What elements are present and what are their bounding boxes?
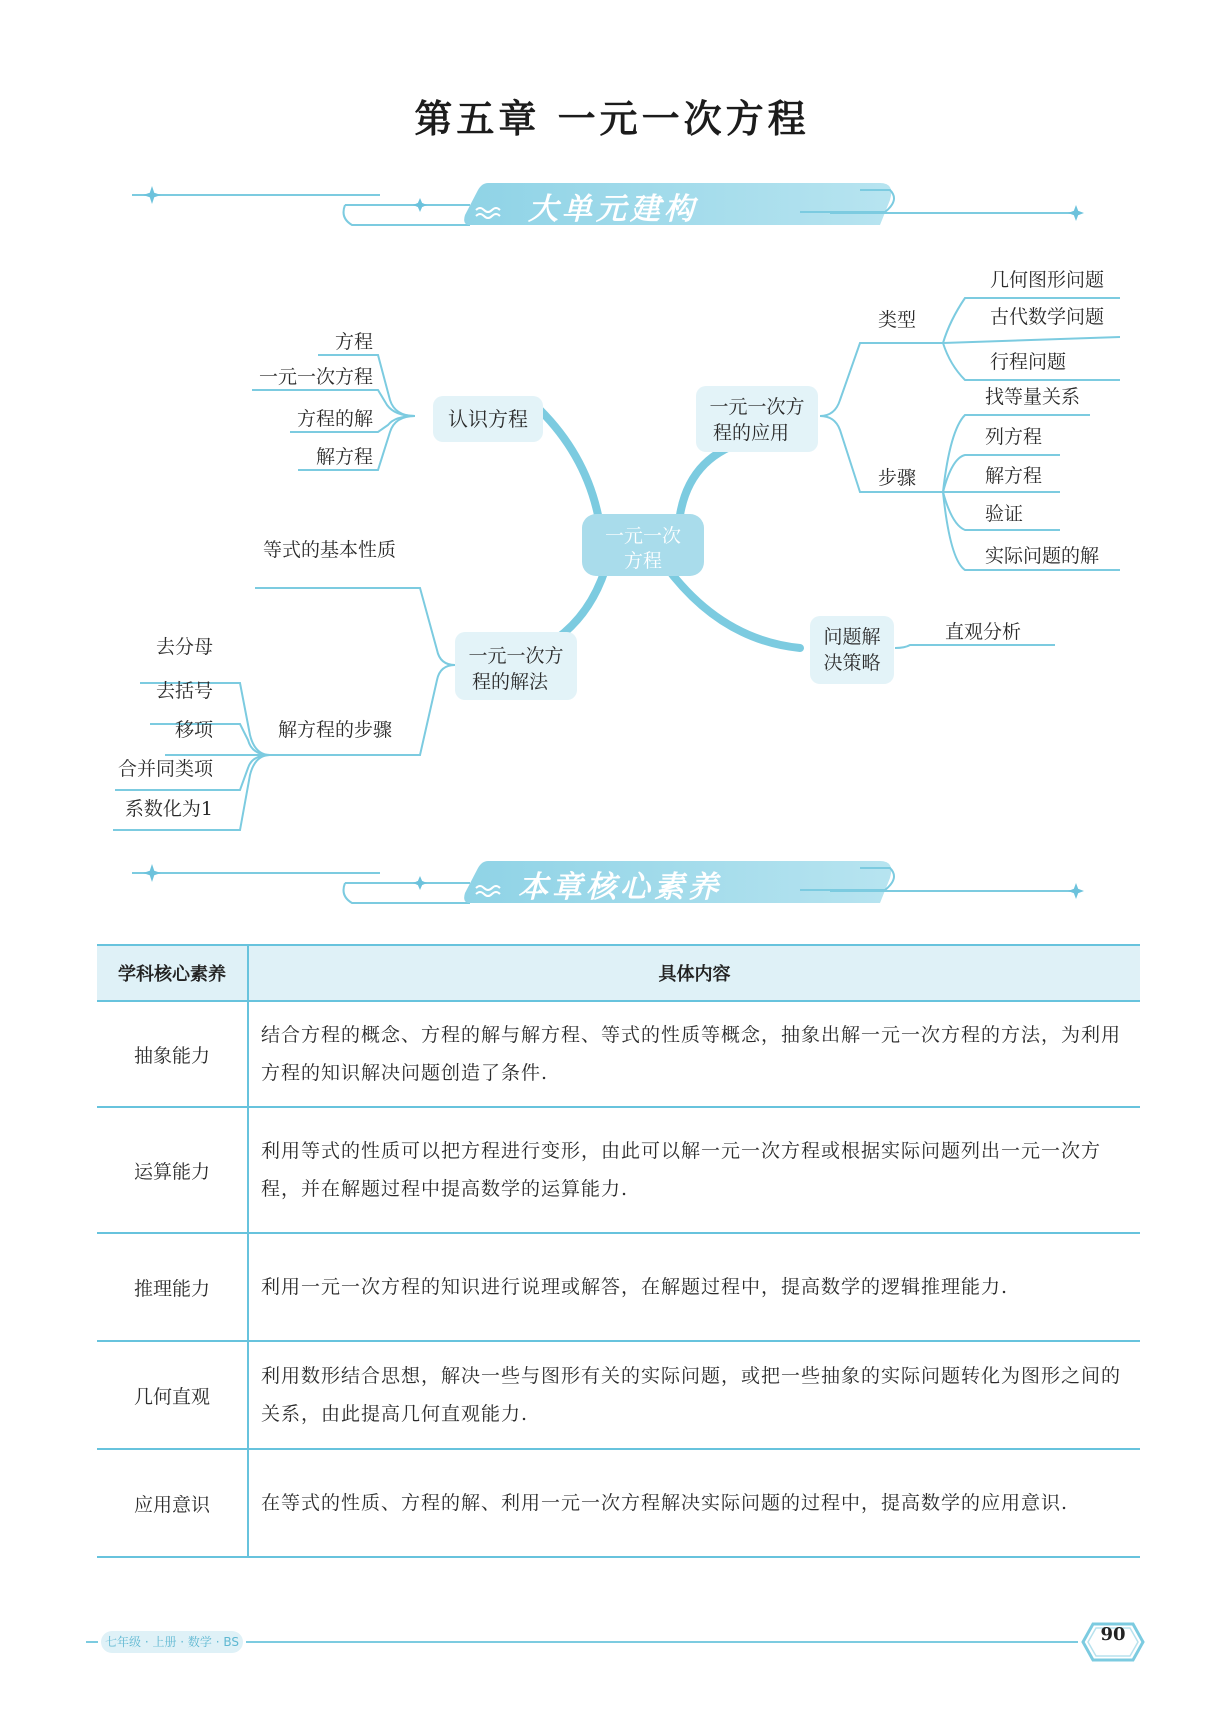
type-item: 古代数学问题 bbox=[990, 306, 1105, 328]
chapter-title: 第五章 一元一次方程 bbox=[414, 97, 810, 141]
solve-step-item: 去括号 bbox=[155, 680, 213, 702]
table-header-row bbox=[97, 945, 1140, 1001]
competency-name: 推理能力 bbox=[97, 1233, 248, 1341]
type-item: 行程问题 bbox=[990, 351, 1067, 373]
steps-label: 步骤 bbox=[877, 467, 917, 489]
application-label-1: 一元一次方 bbox=[709, 396, 805, 418]
table-row bbox=[97, 1001, 1140, 1107]
recognize-item: 方程的解 bbox=[296, 408, 373, 430]
strategy-label-1: 问题解 bbox=[823, 626, 881, 648]
table-header-name: 学科核心素养 bbox=[97, 945, 248, 1001]
recognize-item: 一元一次方程 bbox=[258, 366, 373, 388]
application-label-2: 程的应用 bbox=[712, 422, 790, 444]
solve-step-item: 合并同类项 bbox=[117, 758, 213, 780]
section2-title: 本章核心素养 bbox=[518, 870, 722, 905]
table-row bbox=[97, 1107, 1140, 1233]
solve-step-item: 系数化为1 bbox=[124, 798, 213, 820]
section1-title: 大单元建构 bbox=[528, 192, 698, 227]
property-item: 等式的基本性质 bbox=[263, 539, 397, 561]
types-label: 类型 bbox=[877, 309, 917, 331]
solve-step-item: 移项 bbox=[174, 719, 213, 741]
solving-label-2: 程的解法 bbox=[471, 671, 549, 693]
competency-content: 在等式的性质、方程的解、利用一元一次方程解决实际问题的过程中，提高数学的应用意识. bbox=[248, 1449, 1140, 1557]
solve-step-item: 去分母 bbox=[155, 636, 213, 658]
competency-content: 利用一元一次方程的知识进行说理或解答，在解题过程中，提高数学的逻辑推理能力. bbox=[248, 1233, 1140, 1341]
table-row bbox=[97, 1233, 1140, 1341]
solving-label-1: 一元一次方 bbox=[468, 645, 564, 667]
step-item: 验证 bbox=[985, 503, 1024, 525]
recognize-item: 方程 bbox=[334, 331, 373, 353]
table-header-content: 具体内容 bbox=[248, 945, 1140, 1001]
recognize-label: 认识方程 bbox=[448, 407, 528, 431]
competency-name: 运算能力 bbox=[97, 1107, 248, 1233]
competency-name: 应用意识 bbox=[97, 1449, 248, 1557]
step-item: 解方程 bbox=[985, 465, 1043, 487]
core-competency-table bbox=[97, 944, 1140, 1558]
type-item: 几何图形问题 bbox=[990, 269, 1105, 291]
strategy-label-2: 决策略 bbox=[823, 652, 881, 674]
center-label-1: 一元一次 bbox=[604, 525, 682, 547]
competency-name: 抽象能力 bbox=[97, 1001, 248, 1107]
page-number: 90 bbox=[1100, 1624, 1126, 1645]
recognize-item: 解方程 bbox=[315, 446, 373, 468]
center-label-2: 方程 bbox=[623, 550, 663, 572]
footer-label: 七年级 · 上册 · 数学 · BS bbox=[101, 1631, 243, 1653]
table-row bbox=[97, 1449, 1140, 1557]
competency-content: 利用等式的性质可以把方程进行变形，由此可以解一元一次方程或根据实际问题列出一元一次方程，并在解题过程中提高数学的运算能力. bbox=[248, 1107, 1140, 1233]
step-item: 找等量关系 bbox=[985, 386, 1081, 408]
competency-content: 结合方程的概念、方程的解与解方程、等式的性质等概念，抽象出解一元一次方程的方法，为利用方程的知识解决问题创造了条件. bbox=[248, 1001, 1140, 1107]
step-item: 列方程 bbox=[985, 426, 1043, 448]
table-row bbox=[97, 1341, 1140, 1449]
solve-steps-label: 解方程的步骤 bbox=[278, 719, 393, 741]
competency-name: 几何直观 bbox=[97, 1341, 248, 1449]
step-item: 实际问题的解 bbox=[985, 545, 1100, 567]
competency-content: 利用数形结合思想，解决一些与图形有关的实际问题，或把一些抽象的实际问题转化为图形之间的关系，由此提高几何直观能力. bbox=[248, 1341, 1140, 1449]
strategy-item: 直观分析 bbox=[945, 621, 1022, 643]
footer-deco bbox=[86, 1624, 1143, 1660]
